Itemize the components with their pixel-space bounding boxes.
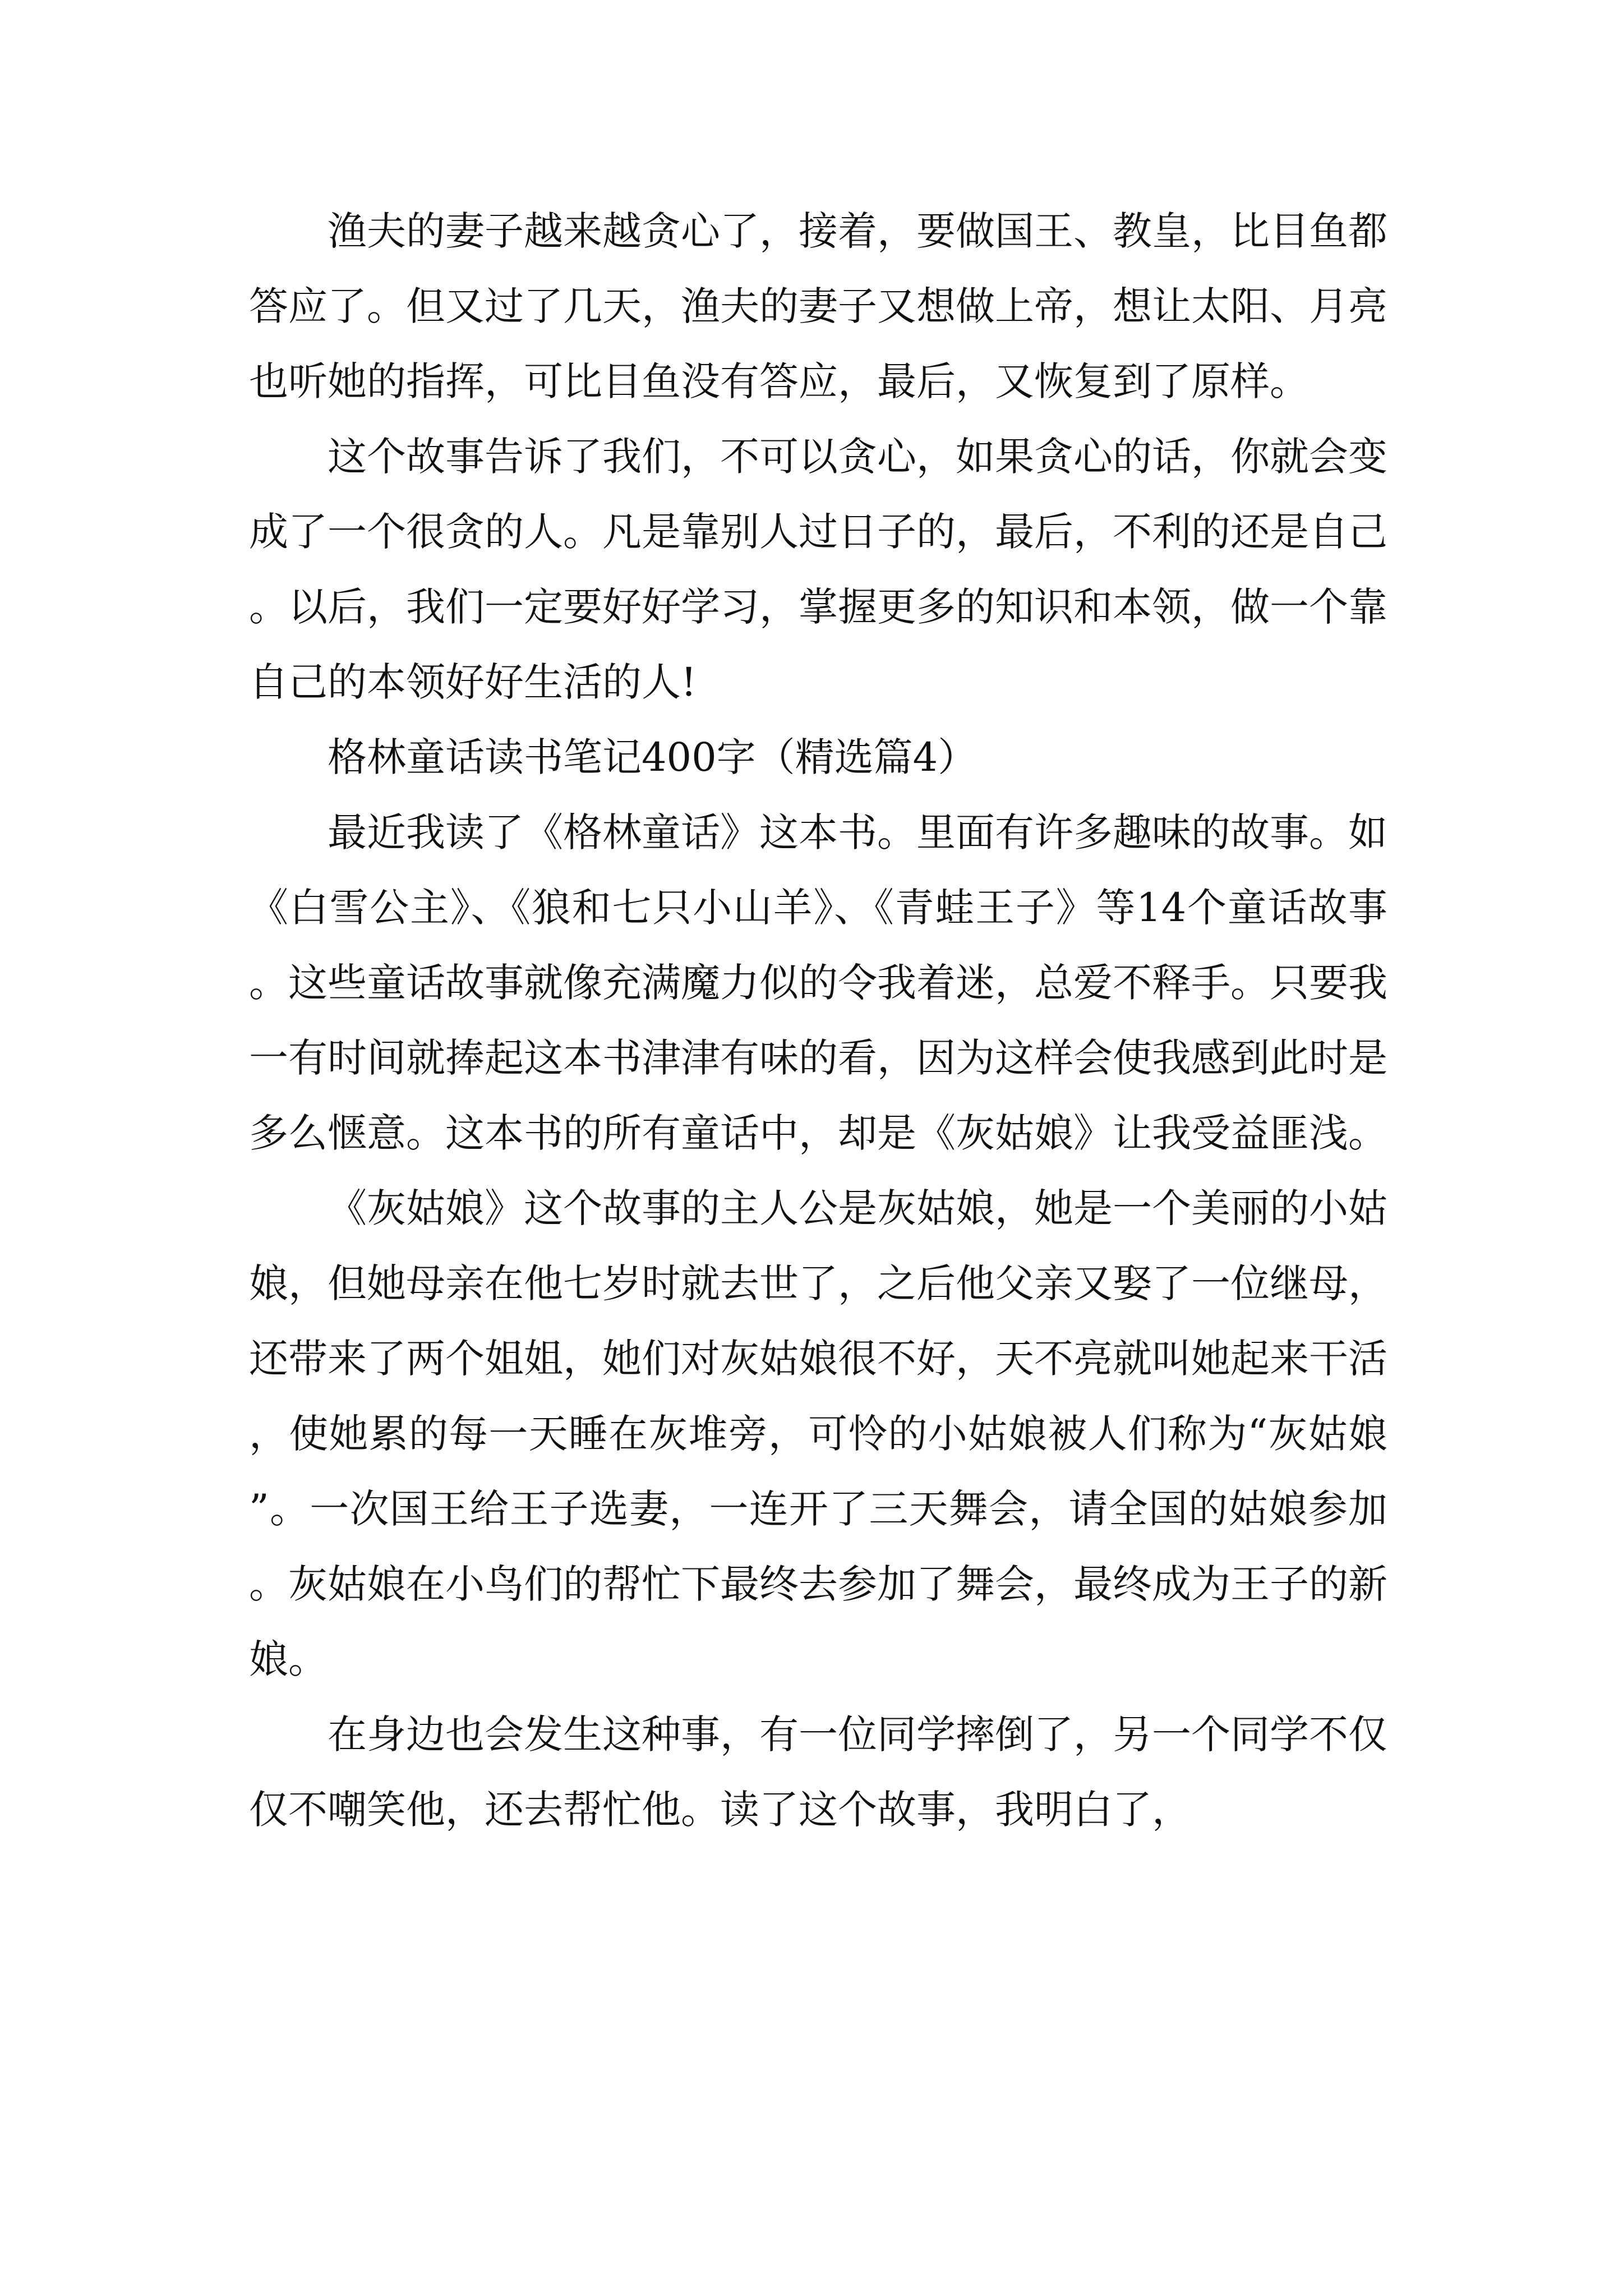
- paragraph-cinderella-story: 《灰姑娘》这个故事的主人公是灰姑娘，她是一个美丽的小姑娘，但她母亲在他七岁时就去世了，之后他父亲又娶了一位继母，还带来了两个姐姐，她们对灰姑娘很不好，天不亮就叫她起来干活，使她累的每一天睡在灰堆旁，可怜的小姑娘被人们称为“灰姑娘”。一次国王给王子选妻，一连开了三天舞会，请全国的姑娘参加。灰姑娘在小鸟们的帮忙下最终去参加了舞会，最终成为王子的新娘。: [249, 1185, 1387, 1682]
- paragraph-story-moral: 这个故事告诉了我们，不可以贪心，如果贪心的话，你就会变成了一个很贪的人。凡是靠别人过日子的，最后，不利的还是自己。以后，我们一定要好好学习，掌握更多的知识和本领，做一个靠自己的本领好好生活的人!: [249, 434, 1387, 705]
- paragraph-reading-intro: 最近我读了《格林童话》这本书。里面有许多趣味的故事。如《白雪公主》、《狼和七只小山羊》、《青蛙王子》等14个童话故事。这些童话故事就像充满魔力似的令我着迷，总爱不释手。只要我一有时间就捧起这本书津津有味的看，因为这样会使我感到此时是多么惬意。这本书的所有童话中，却是《灰姑娘》让我受益匪浅。: [249, 809, 1387, 1156]
- section-heading: 格林童话读书笔记400字（精选篇4）: [328, 734, 978, 780]
- paragraph-reflection: 在身边也会发生这种事，有一位同学摔倒了，另一个同学不仅仅不嘲笑他，还去帮忙他。读了这个故事，我明白了，: [249, 1711, 1387, 1833]
- document-body: [249, 194, 1387, 1847]
- paragraph-fisherman-wife: 渔夫的妻子越来越贪心了，接着，要做国王、教皇，比目鱼都答应了。但又过了几天，渔夫的妻子又想做上帝，想让太阳、月亮也听她的指挥，可比目鱼没有答应，最后，又恢复到了原样。: [249, 208, 1387, 404]
